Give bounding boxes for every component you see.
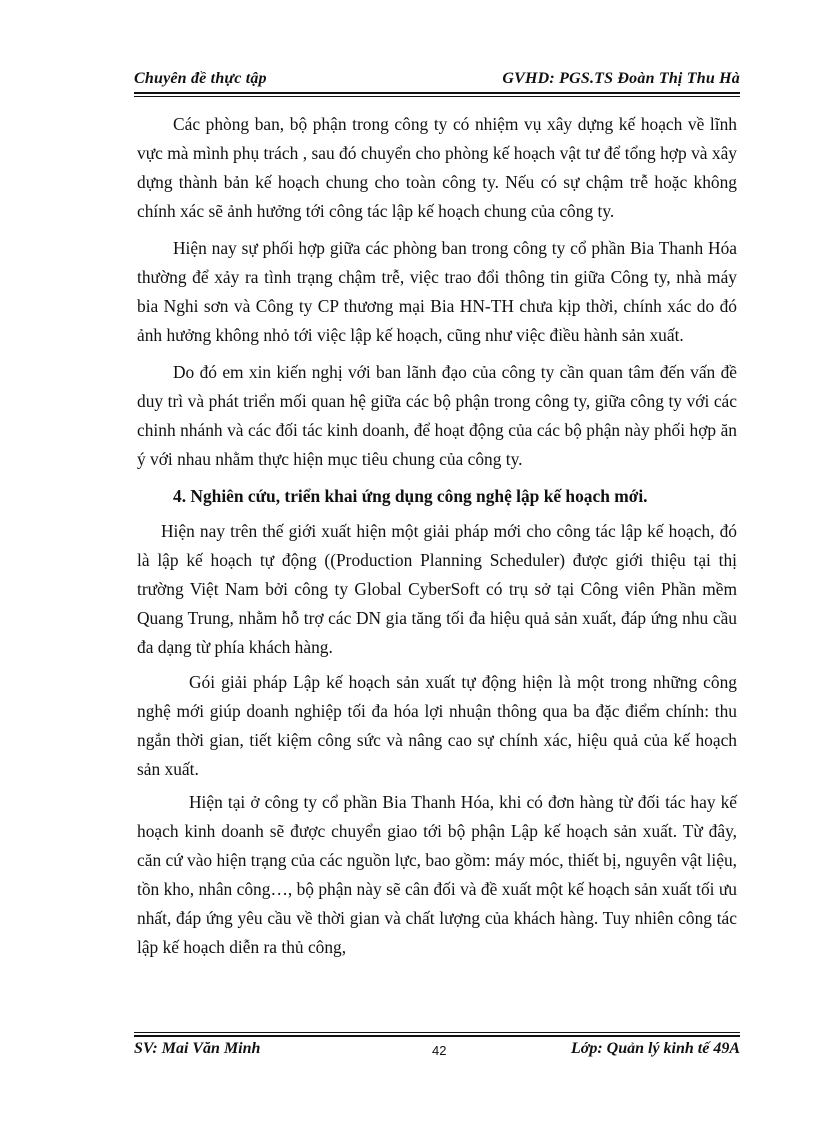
section-heading: 4. Nghiên cứu, triển khai ứng dụng công nghệ lập kế hoạch mới. <box>173 486 648 506</box>
paragraph: Hiện nay trên thế giới xuất hiện một giải pháp mới cho công tác lập kế hoạch, đó là lập kế hoạch tự động ((Production Planning Scheduler) được giới thiệu tại thị trường Việt Nam bởi công ty Global CyberSoft có trụ sở tại Công viên Phần mềm Quang Trung, nhằm hỗ trợ các DN gia tăng tối đa hiệu quả sản xuất, đáp ứng nhu cầu đa dạng từ phía khách hàng. <box>137 521 737 657</box>
document-body <box>137 110 737 970</box>
footer-class: Lớp: Quản lý kinh tế 49A <box>570 1040 740 1057</box>
page-number: 42 <box>432 1043 447 1058</box>
paragraph: Do đó em xin kiến nghị với ban lãnh đạo của công ty cần quan tâm đến vấn đề duy trì và phát triển mối quan hệ giữa các bộ phận trong công ty, giữa công ty với các chinh nhánh và các đối tác kinh doanh, để hoạt động của các bộ phận này phối hợp ăn ý với nhau nhằm thực hiện mục tiêu chung của công ty. <box>137 362 737 469</box>
header-rule-thick <box>134 92 740 94</box>
header-document-type: Chuyên đề thực tập <box>134 70 267 87</box>
header-supervisor: GVHD: PGS.TS Đoàn Thị Thu Hà <box>502 70 740 87</box>
footer-student: SV: Mai Văn Minh <box>134 1040 261 1057</box>
footer-rule-thin <box>134 1032 740 1033</box>
header-rule-thin <box>134 96 740 97</box>
paragraph: Gói giải pháp Lập kế hoạch sản xuất tự động hiện là một trong những công nghệ mới giúp doanh nghiệp tối đa hóa lợi nhuận thông qua ba đặc điểm chính: thu ngắn thời gian, tiết kiệm công sức và nâng cao sự chính xác, hiệu quả của kế hoạch sản xuất. <box>137 672 737 779</box>
page-footer <box>134 1040 740 1066</box>
footer-rule-thick <box>134 1035 740 1037</box>
page-header <box>134 66 740 92</box>
paragraph: Các phòng ban, bộ phận trong công ty có nhiệm vụ xây dựng kế hoạch về lĩnh vực mà mình phụ trách , sau đó chuyển cho phòng kế hoạch vật tư để tổng hợp và xây dựng thành bản kế hoạch chung cho toàn công ty. Nếu có sự chậm trễ hoặc không chính xác sẽ ảnh hưởng tới công tác lập kế hoạch chung của công ty. <box>137 114 737 221</box>
paragraph: Hiện tại ở công ty cổ phần Bia Thanh Hóa, khi có đơn hàng từ đối tác hay kế hoạch kinh doanh sẽ được chuyển giao tới bộ phận Lập kế hoạch sản xuất. Từ đây, căn cứ vào hiện trạng của các nguồn lực, bao gồm: máy móc, thiết bị, nguyên vật liệu, tồn kho, nhân công…, bộ phận này sẽ cân đối và đề xuất một kế hoạch sản xuất tối ưu nhất, đáp ứng yêu cầu về thời gian và chất lượng của khách hàng. Tuy nhiên công tác lập kế hoạch diễn ra thủ công, <box>137 792 737 957</box>
paragraph: Hiện nay sự phối hợp giữa các phòng ban trong công ty cổ phần Bia Thanh Hóa thường để xảy ra tình trạng chậm trễ, việc trao đổi thông tin giữa Công ty, nhà máy bia Nghi sơn và Công ty CP thương mại Bia HN-TH chưa kịp thời, chính xác do đó ảnh hưởng không nhỏ tới việc lập kế hoạch, cũng như việc điều hành sản xuất. <box>137 238 737 345</box>
